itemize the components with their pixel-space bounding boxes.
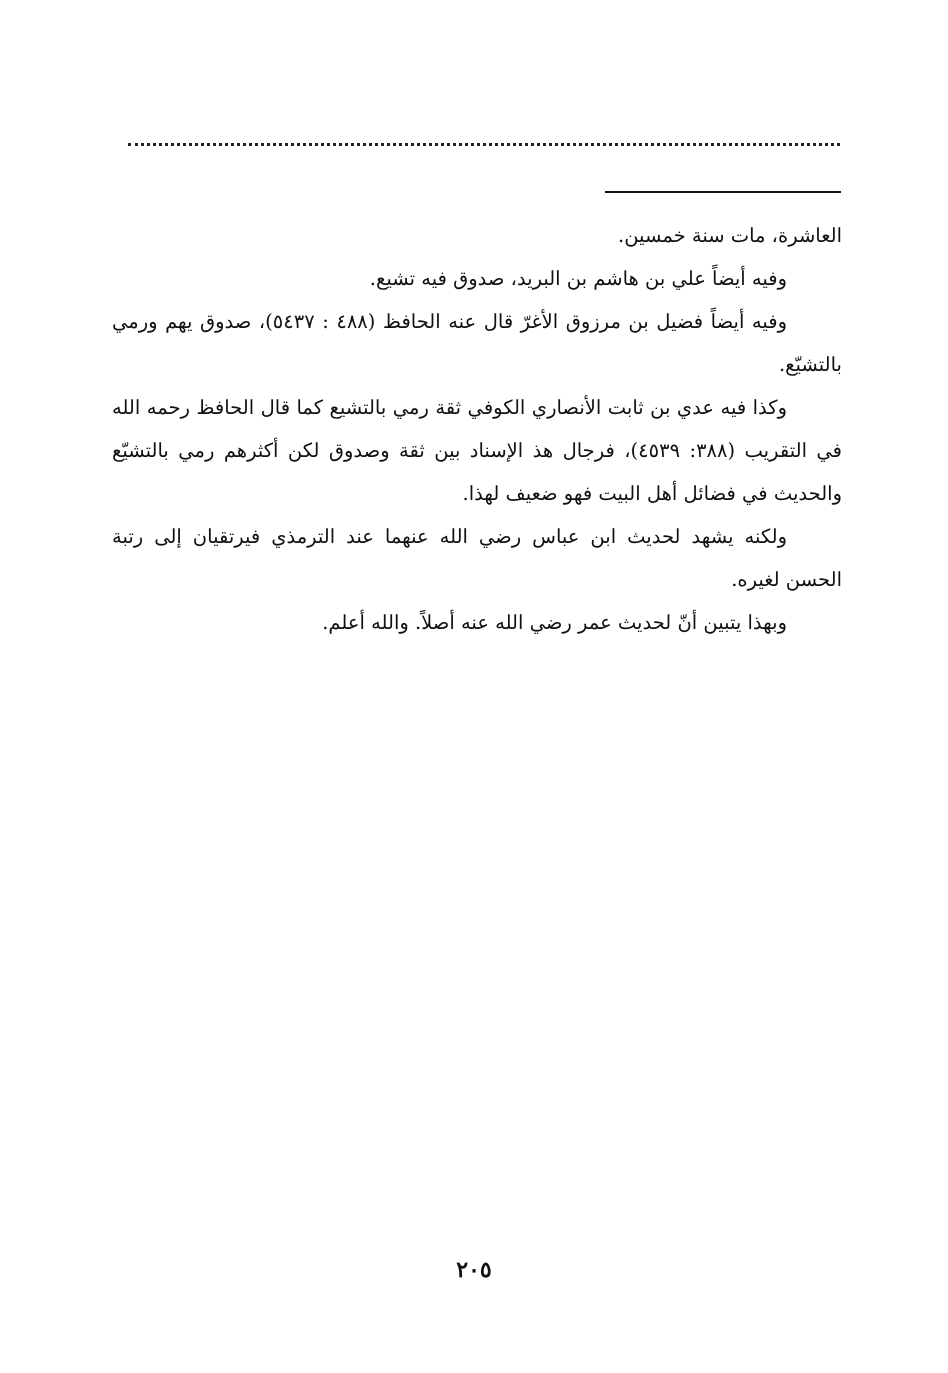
- page-number: ٢٠٥: [456, 1257, 492, 1283]
- footnote-separator-line: [605, 191, 841, 193]
- footnote-text-block: [112, 214, 842, 644]
- dotted-separator: [128, 143, 840, 146]
- footnote-paragraph-5: ولكنه يشهد لحديث ابن عباس رضي الله عنهما عند الترمذي فيرتقيان إلى رتبة الحسن لغيره.: [112, 525, 842, 591]
- footnote-paragraph-4: وكذا فيه عدي بن ثابت الأنصاري الكوفي ثقة رمي بالتشيع كما قال الحافظ رحمه الله في التقريب (٣٨٨: ٤٥٣٩)، فرجال هذ الإسناد بين ثقة وصدوق لكن أكثرهم رمي بالتشيّع والحديث في فضائل أهل البيت فهو ضعيف لهذا.: [112, 396, 842, 505]
- footnote-paragraph-1: العاشرة، مات سنة خمسين.: [618, 224, 842, 247]
- footnote-paragraph-3: وفيه أيضاً فضيل بن مرزوق الأغرّ قال عنه الحافظ (٤٨٨ : ٥٤٣٧)، صدوق يهم ورمي بالتشيّع.: [112, 310, 842, 376]
- footnote-paragraph-6: وبهذا يتبين أنّ لحديث عمر رضي الله عنه أصلاً. والله أعلم.: [322, 611, 787, 634]
- footnote-paragraph-2: وفيه أيضاً علي بن هاشم بن البريد، صدوق فيه تشيع.: [369, 267, 787, 290]
